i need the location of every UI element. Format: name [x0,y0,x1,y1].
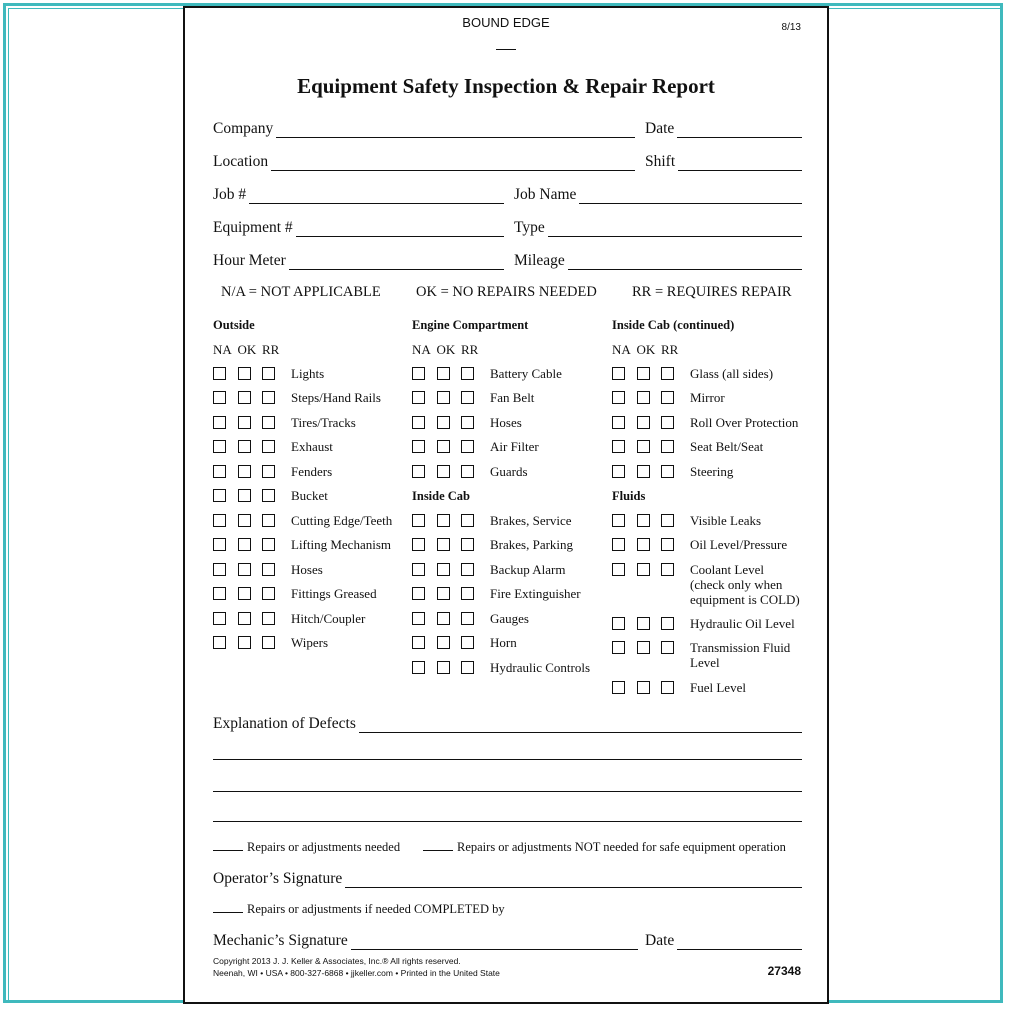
section-inside-cab-title: Inside Cab [412,489,471,503]
checkbox-group [213,488,291,503]
column-header-engine [412,342,486,358]
checkbox-rr[interactable] [661,440,674,453]
item-label: Hitch/Coupler [291,611,366,626]
checkbox-ok[interactable] [238,612,251,625]
checkbox-na[interactable] [412,587,425,600]
checkbox-ok[interactable] [437,440,450,453]
legend-rr: RR = REQUIRES REPAIR [632,284,792,300]
hour-meter-line[interactable] [289,254,504,270]
checkbox-rr[interactable] [262,440,275,453]
checkbox-rr[interactable] [461,538,474,551]
hour-meter-field[interactable] [213,250,504,270]
checkbox-rr[interactable] [661,538,674,551]
checkbox-group [612,366,690,381]
checklist-item [213,488,328,503]
checkbox-group [213,415,291,430]
checkbox-ok[interactable] [238,367,251,380]
checkbox-ok[interactable] [637,617,650,630]
checkbox-group [412,439,490,454]
checkbox-na[interactable] [412,440,425,453]
column-header-na: NA [213,342,232,357]
checklist-item [213,611,365,626]
repairs-not-needed-label: Repairs or adjustments NOT needed for safe equipment operation [457,840,786,854]
revision-date: 8/13 [781,22,801,33]
checkbox-na[interactable] [213,391,226,404]
checkbox-na[interactable] [213,636,226,649]
mechanic-signature-label: Mechanic’s Signature [213,932,348,949]
item-label: Wipers [291,635,329,650]
checklist-item [412,660,590,675]
checklist-item [412,415,522,430]
repairs-needed-blank[interactable] [213,850,243,851]
item-label: Horn [490,635,517,650]
type-label: Type [514,219,545,236]
checkbox-na[interactable] [612,681,625,694]
checkbox-rr[interactable] [661,514,674,527]
checklist-item [213,586,377,601]
checklist-item [213,562,323,577]
checkbox-group [213,537,291,552]
item-label: Bucket [291,488,328,503]
checkbox-rr[interactable] [262,587,275,600]
checkbox-rr[interactable] [262,612,275,625]
checkbox-group [612,537,690,552]
company-field[interactable] [213,118,635,138]
item-label: Gauges [490,611,529,626]
checkbox-rr[interactable] [262,563,275,576]
checkbox-rr[interactable] [461,391,474,404]
checklist-item [612,390,725,405]
section-inside-cab-cont-title: Inside Cab (continued) [612,318,735,332]
date-field[interactable] [645,118,802,138]
checkbox-ok[interactable] [637,416,650,429]
repairs-needed-label: Repairs or adjustments needed [247,840,401,854]
date-line[interactable] [677,122,802,138]
checklist-item [612,680,746,695]
checkbox-group [612,439,690,454]
item-label: Hoses [291,562,323,577]
checkbox-na[interactable] [412,514,425,527]
checkbox-ok[interactable] [437,391,450,404]
item-label: Oil Level/Pressure [690,537,788,552]
checkbox-group [213,513,291,528]
checkbox-ok[interactable] [437,538,450,551]
checkbox-na[interactable] [412,391,425,404]
checkbox-group [412,562,490,577]
checkbox-ok[interactable] [437,636,450,649]
date-label: Date [645,120,675,137]
checkbox-ok[interactable] [238,636,251,649]
mechanic-date-field[interactable] [645,930,802,950]
item-label: Lifting Mechanism [291,537,392,552]
checklist-item [412,586,581,601]
checkbox-group [612,415,690,430]
checkbox-group [213,366,291,381]
job-name-label: Job Name [514,186,577,203]
checkbox-rr[interactable] [262,538,275,551]
checklist-item [412,390,534,405]
checkbox-group [412,464,490,479]
checkbox-na[interactable] [612,416,625,429]
checkbox-na[interactable] [612,514,625,527]
item-label: Glass (all sides) [690,366,774,381]
item-label: Coolant Level (check only when equipment is COLD) [690,562,800,607]
column-header-ok: OK [436,342,456,357]
checkbox-group [213,586,291,601]
column-header-inside-cab [612,342,686,358]
checklist-item [612,439,763,454]
repairs-not-needed-blank[interactable] [423,850,453,851]
item-label: Fan Belt [490,390,535,405]
mileage-line[interactable] [568,254,802,270]
checkbox-ok[interactable] [238,416,251,429]
checklist-item [213,390,381,405]
checkbox-rr[interactable] [661,465,674,478]
checkbox-rr[interactable] [461,514,474,527]
job-name-field[interactable] [514,184,802,204]
checkbox-ok[interactable] [238,587,251,600]
repairs-completed-label: Repairs or adjustments if needed COMPLETED by [247,902,505,916]
checkbox-rr[interactable] [461,465,474,478]
checkbox-ok[interactable] [238,440,251,453]
shift-field[interactable] [645,151,802,171]
bound-edge-label: BOUND EDGE [462,15,550,30]
checkbox-ok[interactable] [238,391,251,404]
copyright: Copyright 2013 J. J. Keller & Associates, Inc.® All rights reserved. [213,956,461,966]
checkbox-ok[interactable] [437,563,450,576]
checkbox-group [213,635,291,650]
checkbox-group [612,562,690,607]
checkbox-group [412,586,490,601]
defects-line-1[interactable] [359,717,802,733]
checkbox-ok[interactable] [637,538,650,551]
mechanic-signature-line[interactable] [351,934,638,950]
checkbox-ok[interactable] [637,563,650,576]
item-label: Visible Leaks [690,513,762,528]
checkbox-group [213,390,291,405]
company-line[interactable] [276,122,635,138]
checkbox-ok[interactable] [238,538,251,551]
repairs-completed-blank[interactable] [213,912,243,913]
checkbox-group [412,513,490,528]
checkbox-na[interactable] [412,465,425,478]
checklist-item [412,366,562,381]
checkbox-na[interactable] [213,465,226,478]
checkbox-rr[interactable] [461,636,474,649]
defects-label: Explanation of Defects [213,715,356,732]
checkbox-na[interactable] [213,612,226,625]
checkbox-rr[interactable] [661,681,674,694]
checklist-item [213,464,332,479]
item-label: Steps/Hand Rails [291,390,381,405]
checklist-item [612,562,800,607]
item-label: Cutting Edge/Teeth [291,513,393,528]
checkbox-group [612,390,690,405]
defects-line-3[interactable] [213,791,802,792]
checklist-item [213,439,333,454]
section-outside-title: Outside [213,318,255,332]
checkbox-na[interactable] [412,563,425,576]
checkbox-rr[interactable] [461,440,474,453]
item-label: Fenders [291,464,333,479]
mechanic-signature-field[interactable] [213,930,638,950]
equipment-number-label: Equipment # [213,219,293,236]
checkbox-ok[interactable] [238,489,251,502]
checklist-item [612,537,787,552]
checkbox-na[interactable] [213,563,226,576]
checkbox-rr[interactable] [262,465,275,478]
equipment-number-field[interactable] [213,217,504,237]
item-label: Exhaust [291,439,333,454]
checkbox-rr[interactable] [661,416,674,429]
checkbox-rr[interactable] [262,489,275,502]
equipment-number-line[interactable] [296,221,504,237]
item-label: Air Filter [490,439,539,454]
column-header-rr: RR [262,342,280,357]
checklist-item [412,611,529,626]
checklist-item [612,616,795,631]
checkbox-na[interactable] [412,538,425,551]
operator-signature-line[interactable] [345,872,802,888]
checkbox-rr[interactable] [461,612,474,625]
mileage-label: Mileage [514,252,565,269]
checkbox-ok[interactable] [637,641,650,654]
column-header-rr: RR [461,342,479,357]
checkbox-ok[interactable] [437,514,450,527]
column-header-rr: RR [661,342,679,357]
checkbox-group [612,616,690,631]
checkbox-group [412,366,490,381]
item-label: Brakes, Parking [490,537,574,552]
checkbox-group [412,390,490,405]
item-label: Roll Over Protection [690,415,799,430]
column-header-na: NA [612,342,631,357]
legend-ok: OK = NO REPAIRS NEEDED [416,284,597,300]
checkbox-rr[interactable] [661,367,674,380]
company-label: Company [213,120,274,137]
checklist-item [612,513,761,528]
checkbox-group [412,635,490,650]
job-name-line[interactable] [579,188,802,204]
checklist-item [412,464,528,479]
checkbox-ok[interactable] [437,587,450,600]
checkbox-rr[interactable] [661,617,674,630]
shift-line[interactable] [678,155,802,171]
checklist-item [612,366,773,381]
checkbox-na[interactable] [612,440,625,453]
checkbox-group [612,513,690,528]
location-line[interactable] [271,155,635,171]
checklist-item [213,635,328,650]
item-label: Seat Belt/Seat [690,439,764,454]
checklist-item [412,562,565,577]
checkbox-group [612,464,690,479]
item-label: Brakes, Service [490,513,572,528]
mileage-field[interactable] [514,250,802,270]
bound-edge-mark [496,49,516,50]
item-label: Hydraulic Oil Level [690,616,795,631]
checkbox-rr[interactable] [262,416,275,429]
checkbox-na[interactable] [612,367,625,380]
item-label: Guards [490,464,528,479]
type-field[interactable] [514,217,802,237]
mechanic-date-label: Date [645,932,675,949]
repairs-completed-option[interactable] [213,902,505,917]
checkbox-na[interactable] [412,416,425,429]
checklist-item [412,513,572,528]
checkbox-na[interactable] [612,538,625,551]
checkbox-rr[interactable] [461,587,474,600]
item-label: Hoses [490,415,522,430]
form-title: Equipment Safety Inspection & Repair Report [297,74,715,98]
checkbox-rr[interactable] [262,391,275,404]
checkbox-group [612,680,690,695]
checkbox-ok[interactable] [437,465,450,478]
type-line[interactable] [548,221,802,237]
column-header-na: NA [412,342,431,357]
checklist-item [412,635,517,650]
item-label: Steering [690,464,734,479]
section-fluids-title: Fluids [612,489,646,503]
hour-meter-label: Hour Meter [213,252,286,269]
column-header-outside [213,342,287,358]
checkbox-na[interactable] [213,440,226,453]
checkbox-group [412,415,490,430]
location-field[interactable] [213,151,635,171]
checkbox-na[interactable] [213,416,226,429]
item-label: Hydraulic Controls [490,660,591,675]
checkbox-ok[interactable] [637,681,650,694]
mechanic-date-line[interactable] [677,934,802,950]
checkbox-rr[interactable] [661,563,674,576]
checkbox-ok[interactable] [437,661,450,674]
checkbox-rr[interactable] [661,391,674,404]
item-label: Fittings Greased [291,586,377,601]
checkbox-na[interactable] [612,563,625,576]
checkbox-na[interactable] [412,367,425,380]
checkbox-rr[interactable] [461,563,474,576]
checkbox-ok[interactable] [437,612,450,625]
checklist-item [213,537,391,552]
checklist-item [612,464,733,479]
shift-label: Shift [645,153,676,170]
checkbox-ok[interactable] [637,514,650,527]
checkbox-group [412,611,490,626]
checkbox-ok[interactable] [637,440,650,453]
checkbox-group [213,439,291,454]
checkbox-na[interactable] [213,489,226,502]
checkbox-na[interactable] [412,661,425,674]
checklist-item [412,537,573,552]
checkbox-rr[interactable] [262,514,275,527]
defects-line-2[interactable] [213,759,802,760]
checkbox-group [213,464,291,479]
item-label: Lights [291,366,325,381]
checkbox-group [612,640,690,670]
checkbox-na[interactable] [213,538,226,551]
item-label: Transmission Fluid Level [690,640,791,670]
checkbox-rr[interactable] [262,636,275,649]
checkbox-group [213,611,291,626]
checklist-item [213,415,356,430]
checkbox-ok[interactable] [437,367,450,380]
checkbox-ok[interactable] [238,465,251,478]
section-engine-title: Engine Compartment [412,318,529,332]
checkbox-rr[interactable] [461,416,474,429]
address: Neenah, WI • USA • 800-327-6868 • jjkeller.com • Printed in the United State [213,967,500,978]
checkbox-rr[interactable] [661,641,674,654]
checkbox-na[interactable] [213,587,226,600]
checklist-item [213,366,324,381]
checkbox-ok[interactable] [637,367,650,380]
checklist-item [213,513,392,528]
item-label: Mirror [690,390,725,405]
form-number: 27348 [767,964,801,978]
column-header-ok: OK [636,342,656,357]
checkbox-rr[interactable] [461,661,474,674]
job-number-line[interactable] [249,188,504,204]
job-number-label: Job # [213,186,247,203]
operator-signature-label: Operator’s Signature [213,870,343,887]
checklist-item [612,640,790,670]
checkbox-ok[interactable] [238,514,251,527]
checkbox-group [412,660,490,675]
checkbox-ok[interactable] [437,416,450,429]
checkbox-na[interactable] [612,391,625,404]
checkbox-na[interactable] [612,465,625,478]
checkbox-group [412,537,490,552]
repairs-not-needed-option[interactable] [423,840,786,855]
checkbox-ok[interactable] [637,465,650,478]
form-page [183,6,829,1004]
item-label: Backup Alarm [490,562,566,577]
footer-text [213,956,500,979]
job-number-field[interactable] [213,184,504,204]
checkbox-ok[interactable] [637,391,650,404]
column-header-ok: OK [237,342,257,357]
checkbox-rr[interactable] [461,367,474,380]
location-label: Location [213,153,269,170]
checkbox-rr[interactable] [262,367,275,380]
legend-na: N/A = NOT APPLICABLE [221,284,381,300]
checkbox-na[interactable] [213,514,226,527]
checkbox-na[interactable] [612,641,625,654]
checkbox-group [213,562,291,577]
item-label: Battery Cable [490,366,562,381]
defects-field[interactable] [213,713,802,733]
checkbox-na[interactable] [213,367,226,380]
checkbox-na[interactable] [412,636,425,649]
checkbox-na[interactable] [412,612,425,625]
operator-signature-field[interactable] [213,868,802,888]
defects-line-4[interactable] [213,821,802,822]
item-label: Tires/Tracks [291,415,356,430]
item-label: Fuel Level [690,680,746,695]
checklist-item [412,439,539,454]
checkbox-na[interactable] [612,617,625,630]
checkbox-ok[interactable] [238,563,251,576]
checklist-item [612,415,798,430]
item-label: Fire Extinguisher [490,586,581,601]
repairs-needed-option[interactable] [213,840,400,855]
